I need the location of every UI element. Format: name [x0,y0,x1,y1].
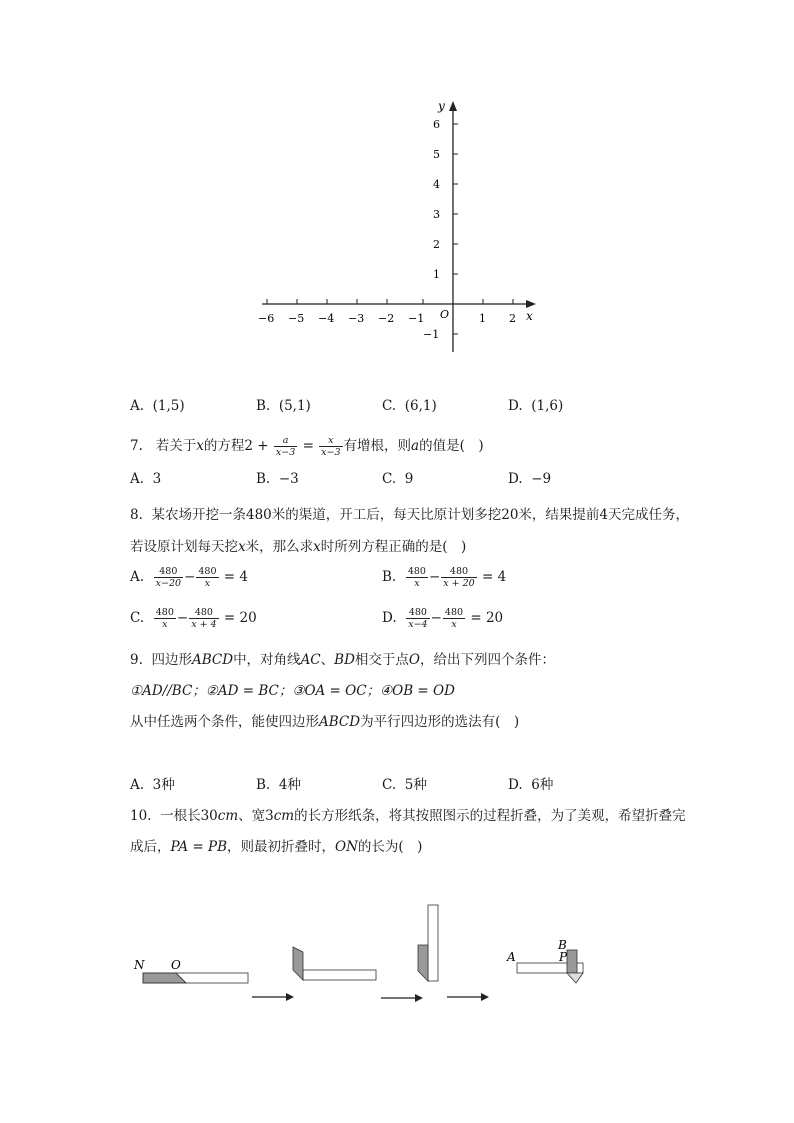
q6-option-a[interactable]: A. (1,5) [130,398,185,414]
y-axis-arrow [449,101,457,111]
paper-strip [428,905,438,981]
q7-option-d[interactable]: D. −9 [508,471,552,487]
q8-option-b[interactable]: B. $\frac{480}{x}$ − $\frac{480}{x + 20}$ = 4 [382,566,507,589]
q8-stem-line2: 若设原计划每天挖x米，那么求x时所列方程正确的是( ) [130,539,467,555]
q10-stem-line1: 10. 一根长30cm、宽3cm的长方形纸条，将其按照图示的过程折叠，为了美观，希望折叠完 [130,808,686,824]
q9-option-b[interactable]: B. 4种 [256,777,301,793]
q10-stem-line2: 成后，PA = PB，则最初折叠时，ON的长为( ) [130,839,423,855]
q8-stem-line1: 8. 某农场开挖一条480米的渠道，开工后，每天比原计划多挖20米，结果提前4天完成任务， [130,507,690,523]
y-axis-label: y [438,99,445,113]
coordinate-graph [250,95,550,360]
q8-option-d[interactable]: D. $\frac{480}{x-4}$ − $\frac{480}{x}$ = 20 [382,607,504,630]
q9-stem-line3: 从中任选两个条件，能使四边形ABCD为平行四边形的选法有( ) [130,714,520,730]
folding-figure [130,895,600,1010]
x-axis-label: x [526,309,533,323]
label-p: P [559,950,568,964]
fraction: $\frac{x}{x-3}$ [321,435,341,458]
q7-option-b[interactable]: B. −3 [256,471,299,487]
q6-option-b[interactable]: B. (5,1) [256,398,311,414]
x-tick-label: −1 [408,312,425,325]
y-tick-label: 3 [433,208,440,221]
label-o: O [171,958,181,972]
q9-stem-line1: 9. 四边形ABCD中，对角线AC、BD相交于点O，给出下列四个条件： [130,652,555,668]
strip-folded-part [293,947,303,980]
q9-option-c[interactable]: C. 5种 [382,777,427,793]
x-tick-label: 2 [509,312,516,325]
y-tick-label: 2 [433,238,440,251]
label-b: B [558,938,567,952]
y-tick-label: 5 [433,148,440,161]
x-tick-label: −5 [288,312,305,325]
q9-option-d[interactable]: D. 6种 [508,777,554,793]
q9-conditions: ①AD//BC；②AD = BC；③OA = OC；④OB = OD [130,683,455,699]
y-tick-label: 6 [433,118,440,131]
q8-option-c[interactable]: C. $\frac{480}{x}$ − $\frac{480}{x + 4}$ = 20 [130,607,257,630]
paper-strip [303,970,376,980]
x-tick-label: −3 [348,312,365,325]
x-axis-arrow [526,300,536,308]
q8-option-a[interactable]: A. $\frac{480}{x-20}$ − $\frac{480}{x}$ = 4 [130,566,248,589]
fraction: $\frac{a}{x-3}$ [275,435,296,458]
q6-option-c[interactable]: C. (6,1) [382,398,437,414]
q7-option-a[interactable]: A. 3 [130,471,162,487]
q7-option-c[interactable]: C. 9 [382,471,414,487]
y-tick-label: −1 [423,328,440,341]
q9-option-a[interactable]: A. 3种 [130,777,175,793]
x-tick-label: −4 [318,312,335,325]
strip-folded-part [418,945,428,981]
strip-folded-part [567,950,577,973]
origin-label: O [440,308,450,321]
y-tick-label: 1 [433,268,440,281]
strip-folded-part [143,973,186,983]
q7-stem: 7. 若关于x的方程2 + $\frac{a}{x-3}$ = $\frac{x}{x-3}$ 有增根，则a的值是( ) [130,435,484,458]
label-n: N [134,958,145,972]
y-tick-label: 4 [433,178,440,191]
x-tick-label: −6 [258,312,275,325]
q6-option-d[interactable]: D. (1,6) [508,398,564,414]
x-tick-label: 1 [479,312,486,325]
label-a: A [507,950,516,964]
x-tick-label: −2 [378,312,395,325]
